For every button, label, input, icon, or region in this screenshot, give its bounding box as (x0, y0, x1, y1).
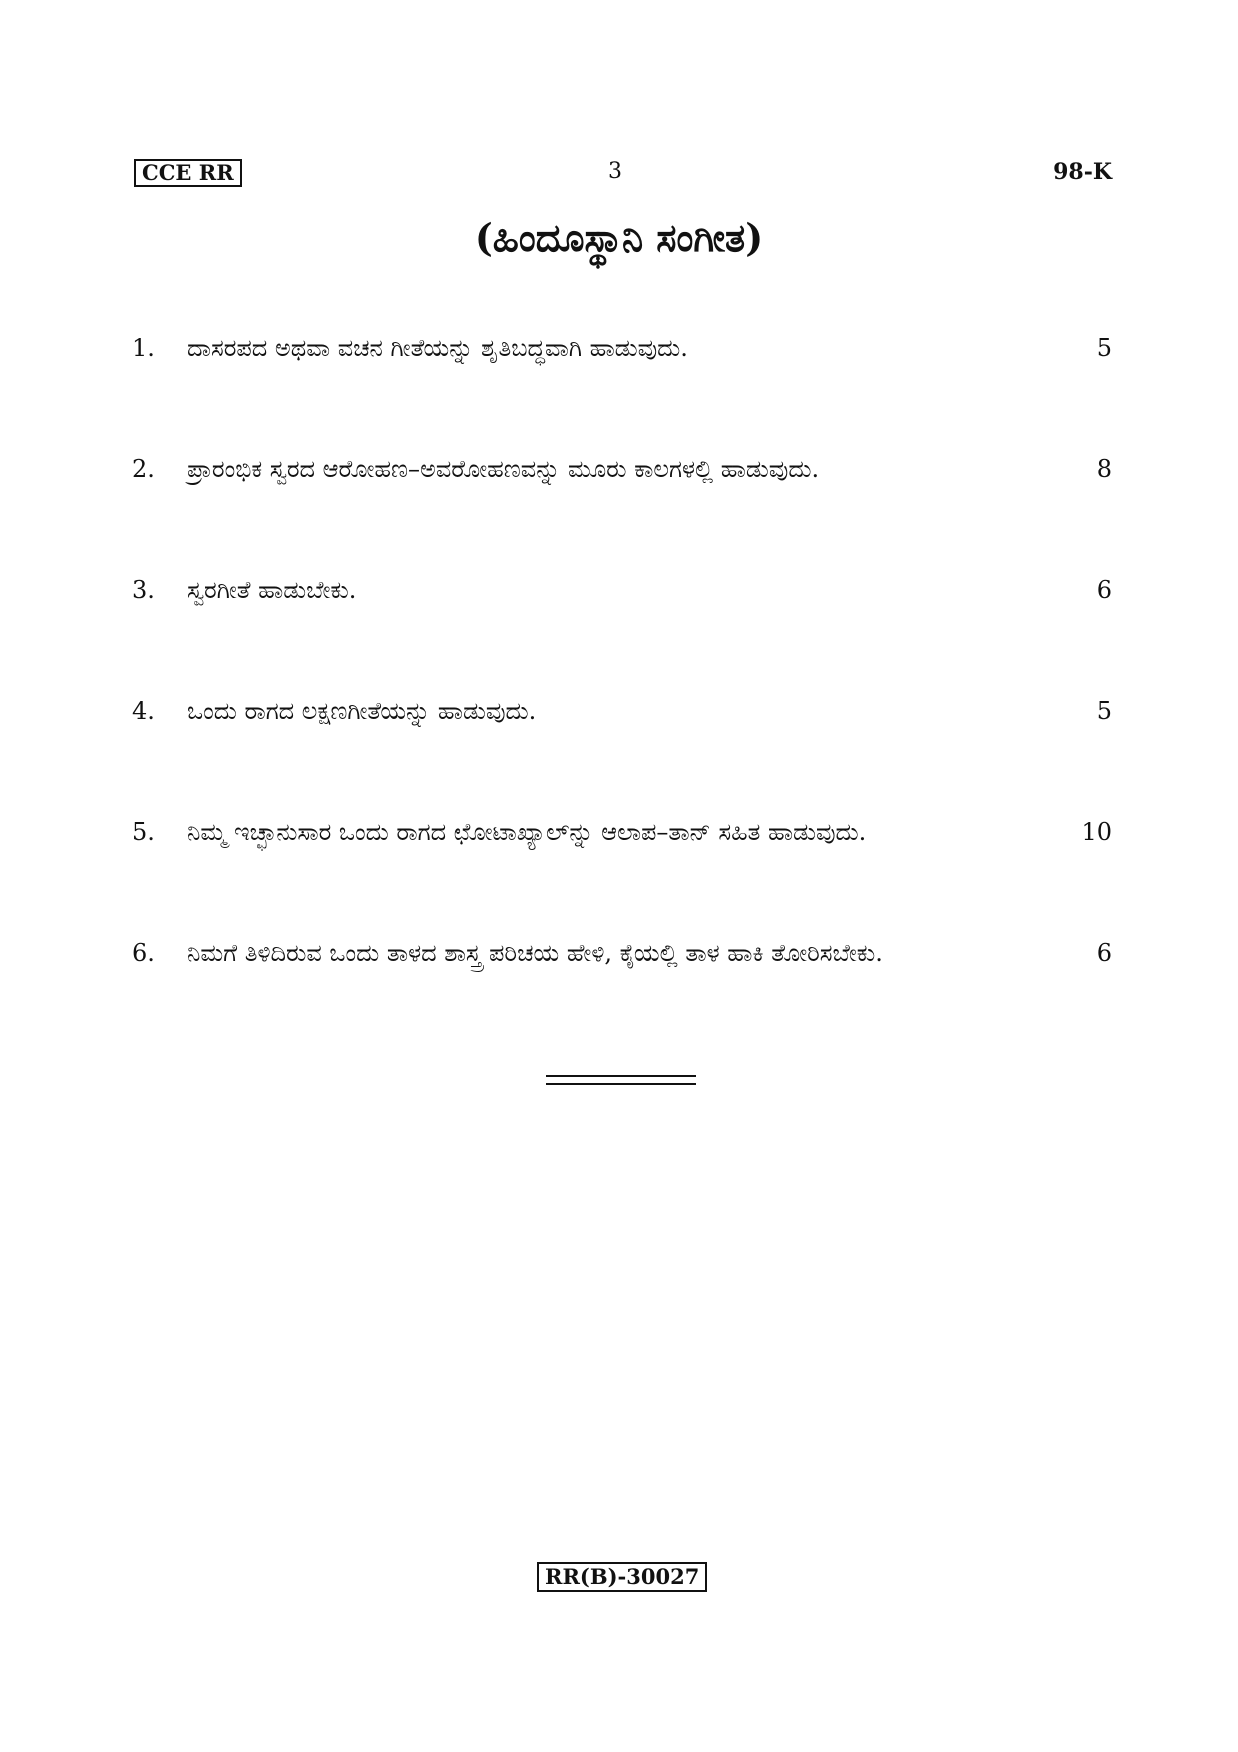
question-number: 4. (132, 697, 155, 725)
question-marks: 5 (1096, 697, 1112, 725)
question-text: ಸ್ವರಗೀತೆ ಹಾಡುಬೇಕು. (187, 576, 357, 604)
header-code-box: CCE RR (134, 159, 242, 187)
question-item (132, 449, 1112, 570)
question-item (132, 570, 1112, 691)
page-number: 3 (608, 159, 622, 184)
question-item (132, 933, 1112, 1054)
footer-code-box: RR(B)-30027 (537, 1562, 707, 1592)
question-marks: 6 (1096, 576, 1112, 604)
question-number: 1. (132, 334, 155, 362)
question-text: ನಿಮ್ಮ ಇಚ್ಛಾನುಸಾರ ಒಂದು ರಾಗದ ಛೋಟಾಖ್ಯಾಲ್‌ನ್ನು ಆಲಾಪ–ತಾನ್ ಸಹಿತ ಹಾಡುವುದು. (187, 818, 867, 846)
question-number: 3. (132, 576, 155, 604)
question-item (132, 812, 1112, 933)
question-number: 5. (132, 818, 155, 846)
question-marks: 8 (1096, 455, 1112, 483)
question-number: 2. (132, 455, 155, 483)
question-item (132, 691, 1112, 812)
question-item (132, 328, 1112, 449)
paper-code: 98-K (1053, 159, 1112, 185)
question-text: ಒಂದು ರಾಗದ ಲಕ್ಷಣಗೀತೆಯನ್ನು ಹಾಡುವುದು. (187, 697, 537, 725)
question-marks: 6 (1096, 939, 1112, 967)
end-double-rule (546, 1075, 696, 1085)
question-text: ಪ್ರಾರಂಭಿಕ ಸ್ವರದ ಆರೋಹಣ–ಅವರೋಹಣವನ್ನು ಮೂರು ಕಾಲಗಳಲ್ಲಿ ಹಾಡುವುದು. (187, 455, 820, 483)
question-number: 6. (132, 939, 155, 967)
question-text: ದಾಸರಪದ ಅಥವಾ ವಚನ ಗೀತೆಯನ್ನು ಶೃತಿಬದ್ಧವಾಗಿ ಹಾಡುವುದು. (187, 334, 688, 362)
section-title: (ಹಿಂದೂಸ್ಥಾನಿ ಸಂಗೀತ) (474, 215, 764, 260)
question-marks: 5 (1096, 334, 1112, 362)
question-list (132, 328, 1112, 1054)
question-marks: 10 (1081, 818, 1112, 846)
question-text: ನಿಮಗೆ ತಿಳಿದಿರುವ ಒಂದು ತಾಳದ ಶಾಸ್ತ್ರ ಪರಿಚಯ ಹೇಳಿ, ಕೈಯಲ್ಲಿ ತಾಳ ಹಾಕಿ ತೋರಿಸಬೇಕು. (187, 939, 883, 967)
